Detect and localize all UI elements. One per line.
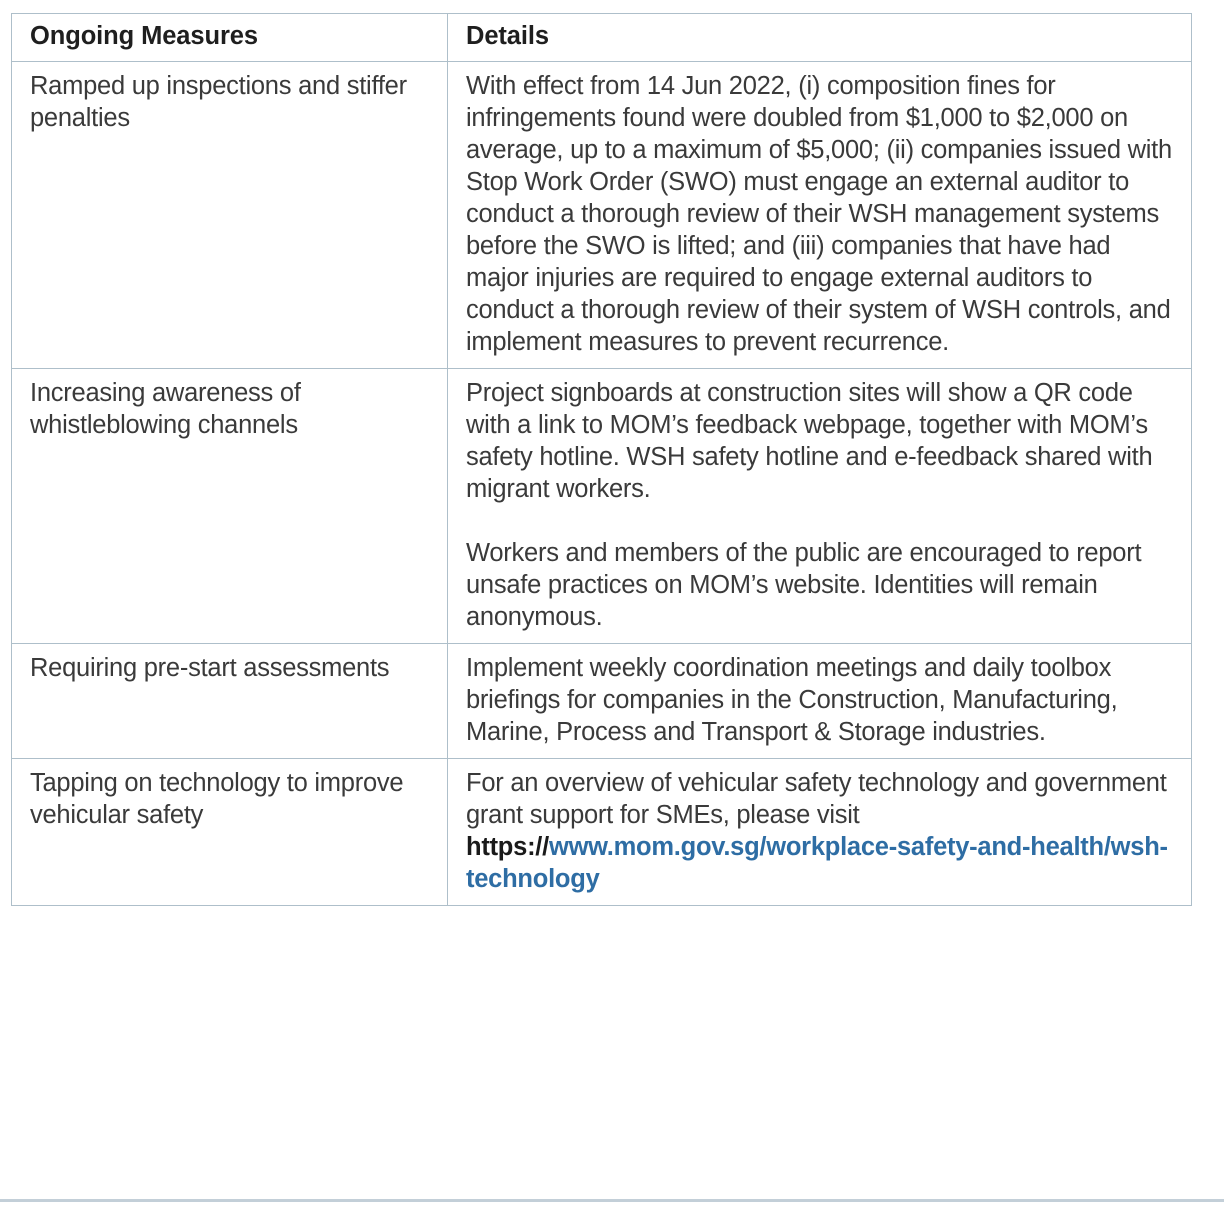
table-header-row [12,14,1192,62]
measure-label: Requiring pre-start assessments [12,643,448,758]
column-header-ongoing-measures: Ongoing Measures [12,14,448,62]
details-content [448,368,1192,643]
details-lead-text: For an overview of vehicular safety technology and government grant support for SMEs, please visit [466,768,1167,829]
details-content [448,758,1192,905]
details-paragraph: Project signboards at construction sites will show a QR code with a link to MOM’s feedback webpage, together with MOM’s safety hotline. WSH safety hotline and e-feedback shared with migrant workers. [466,378,1153,503]
table-row [12,758,1192,905]
table-row [12,368,1192,643]
measure-label: Tapping on technology to improve vehicular safety [12,758,448,905]
table-row [12,61,1192,368]
details-content [448,643,1192,758]
wsh-technology-link[interactable]: www.mom.gov.sg/workplace-safety-and-health/wsh-technology [466,832,1168,893]
column-header-details: Details [448,14,1192,62]
details-paragraph: Implement weekly coordination meetings and daily toolbox briefings for companies in the Construction, Manufacturing, Marine, Process and Transport & Storage industries. [466,653,1118,746]
details-content [448,61,1192,368]
measure-label: Increasing awareness of whistleblowing channels [12,368,448,643]
measure-label: Ramped up inspections and stiffer penalties [12,61,448,368]
details-paragraph: Workers and members of the public are encouraged to report unsafe practices on MOM’s website. Identities will remain anonymous. [466,538,1142,631]
url-scheme-text[interactable]: https:// [466,832,549,861]
details-paragraph: With effect from 14 Jun 2022, (i) composition fines for infringements found were doubled from $1,000 to $2,000 on average, up to a maximum of $5,000; (ii) companies issued with Stop Work Order (SWO) must engage an external auditor to conduct a thorough review of their WSH management systems before the SWO is lifted; and (iii) companies that have had major injuries are required to engage external auditors to conduct a thorough review of their system of WSH controls, and implement measures to prevent recurrence. [466,71,1172,356]
table-row [12,643,1192,758]
ongoing-measures-table [11,13,1192,906]
page-bottom-rule [0,1199,1224,1202]
details-paragraph [466,767,1177,895]
